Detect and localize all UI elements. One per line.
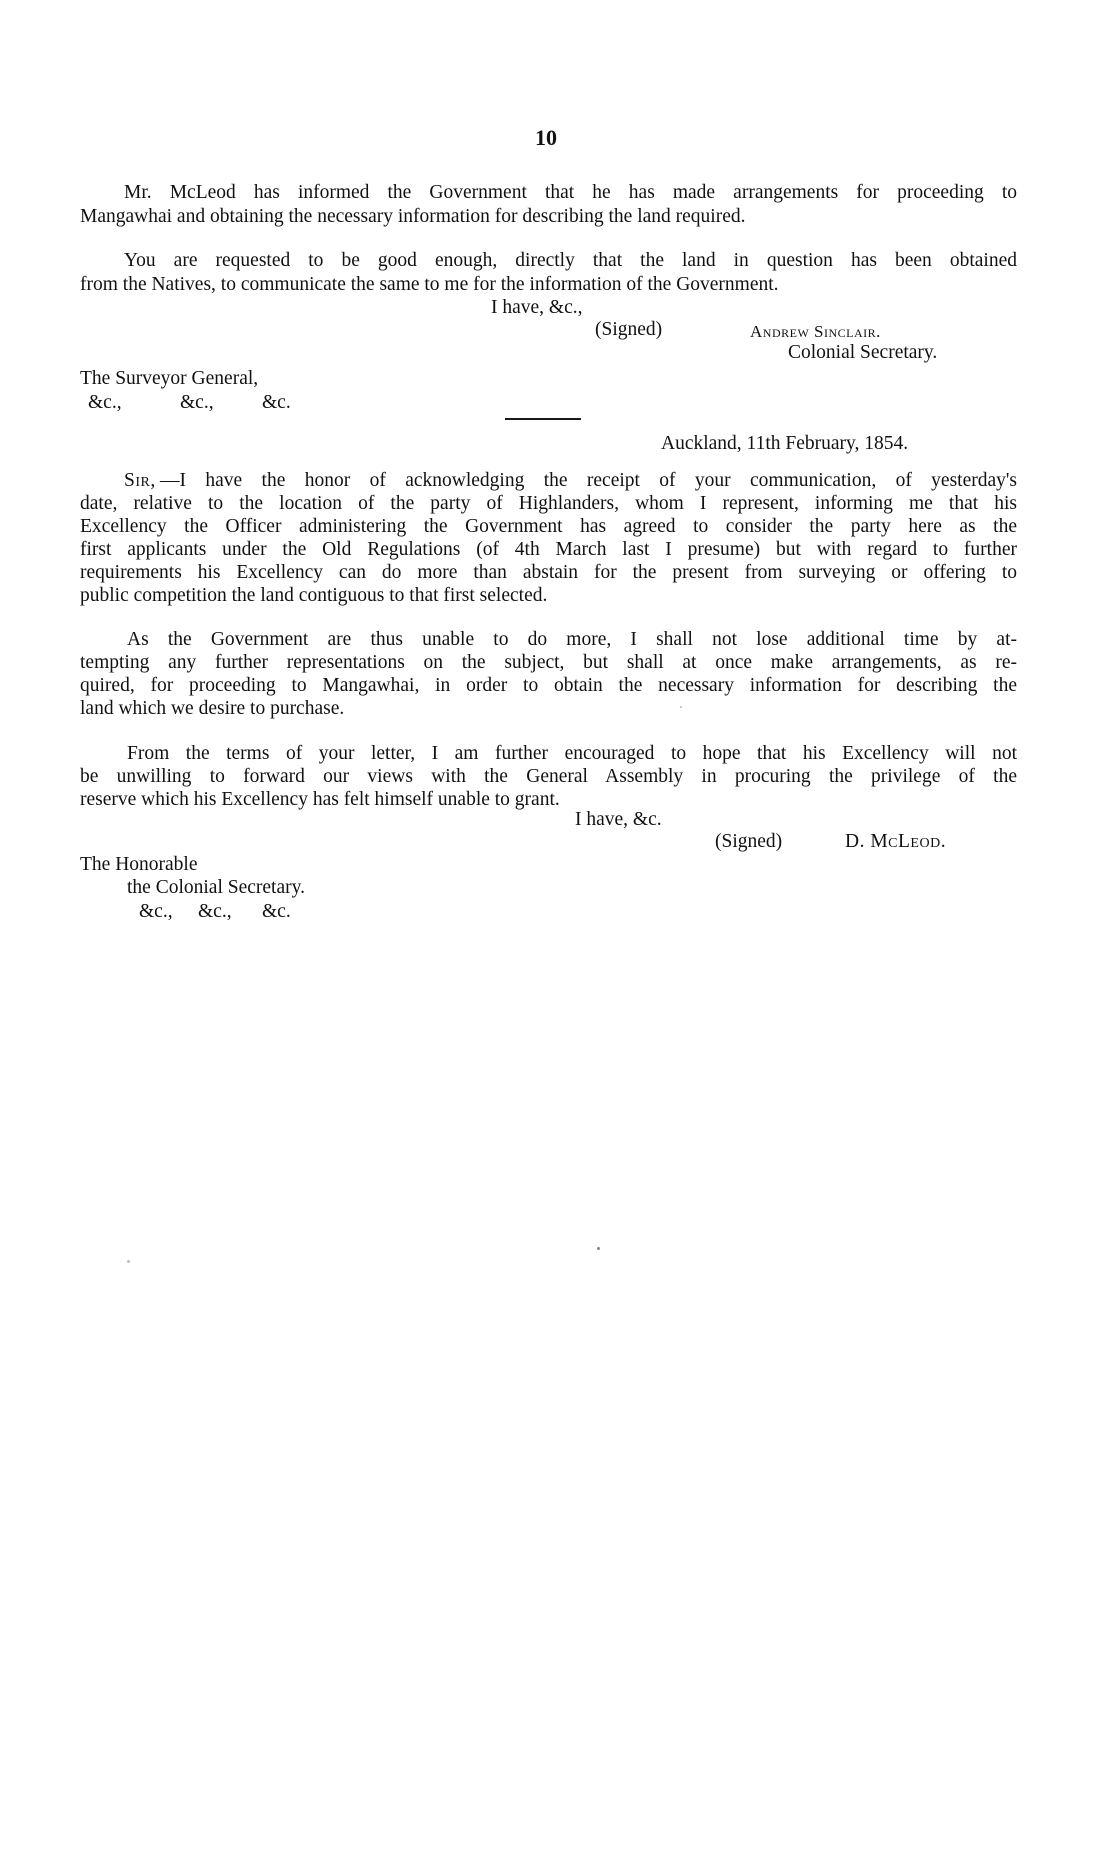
letter2-para1-line4: first applicants under the Old Regulations (of 4th March last I presume) but with regard to further	[80, 539, 1017, 560]
letter1-signed: (Signed)	[595, 319, 663, 340]
letter2-closing: I have, &c.	[575, 809, 662, 830]
letter1-signatory-title: Colonial Secretary.	[788, 342, 938, 363]
letter2-addressee-etc2: &c.,	[198, 901, 232, 922]
letter2-signed: (Signed)	[715, 831, 783, 852]
scan-speck	[597, 1247, 600, 1250]
letter2-addressee-etc3: &c.	[262, 901, 291, 922]
letter2-para3-line1: From the terms of your letter, I am further encouraged to hope that his Excellency will not	[127, 743, 1017, 764]
letter1-para2-line1: You are requested to be good enough, directly that the land in question has been obtained	[124, 250, 1017, 271]
letter2-para1-line1: —I have the honor of acknowledging the receipt of your communication, of yesterday's	[160, 470, 1017, 491]
letter2-para1-line6: public competition the land contiguous to that first selected.	[80, 585, 548, 606]
letter2-para2-line4: land which we desire to purchase.	[80, 698, 345, 719]
letter2-para2-line1: As the Government are thus unable to do more, I shall not lose additional time by at-	[127, 629, 1017, 650]
page-number: 10	[535, 125, 557, 150]
letter1-para2-line2: from the Natives, to communicate the same to me for the information of the Government.	[80, 274, 779, 295]
section-divider	[505, 418, 581, 420]
letter2-addressee-etc1: &c.,	[139, 901, 173, 922]
letter2-addressee-line2: the Colonial Secretary.	[127, 877, 305, 898]
letter2-dateline: Auckland, 11th February, 1854.	[661, 433, 909, 454]
letter2-para1-line5: requirements his Excellency can do more than abstain for the present from surveying or offering to	[80, 562, 1017, 583]
letter2-para1-line2: date, relative to the location of the party of Highlanders, whom I represent, informing me that his	[80, 493, 1017, 514]
letter2-para3-line3: reserve which his Excellency has felt himself unable to grant.	[80, 789, 560, 810]
letter1-addressee-etc1: &c.,	[88, 392, 122, 413]
letter1-addressee-line1: The Surveyor General,	[80, 368, 259, 389]
letter2-para2-line3: quired, for proceeding to Mangawhai, in order to obtain the necessary information for describing the	[80, 675, 1017, 696]
letter1-signatory-name: Andrew Sinclair.	[750, 322, 881, 341]
letter1-para1-line2: Mangawhai and obtaining the necessary information for describing the land required.	[80, 206, 746, 227]
letter2-para1-line3: Excellency the Officer administering the Government has agreed to consider the party here as the	[80, 516, 1017, 537]
letter2-para2-line2: tempting any further representations on the subject, but shall at once make arrangements, as re-	[80, 652, 1017, 673]
letter2-para3-line2: be unwilling to forward our views with the General Assembly in procuring the privilege of the	[80, 766, 1017, 787]
letter1-addressee-etc3: &c.	[262, 392, 291, 413]
letter2-signatory-name: D. McLeod.	[845, 831, 947, 852]
scan-speck	[680, 706, 682, 708]
letter2-salutation: Sir,	[124, 470, 156, 491]
letter1-para1-line1: Mr. McLeod has informed the Government that he has made arrangements for proceeding to	[124, 182, 1017, 203]
letter1-closing: I have, &c.,	[491, 297, 583, 318]
letter1-addressee-etc2: &c.,	[180, 392, 214, 413]
scan-speck	[127, 1260, 130, 1263]
letter2-addressee-line1: The Honorable	[80, 854, 198, 875]
